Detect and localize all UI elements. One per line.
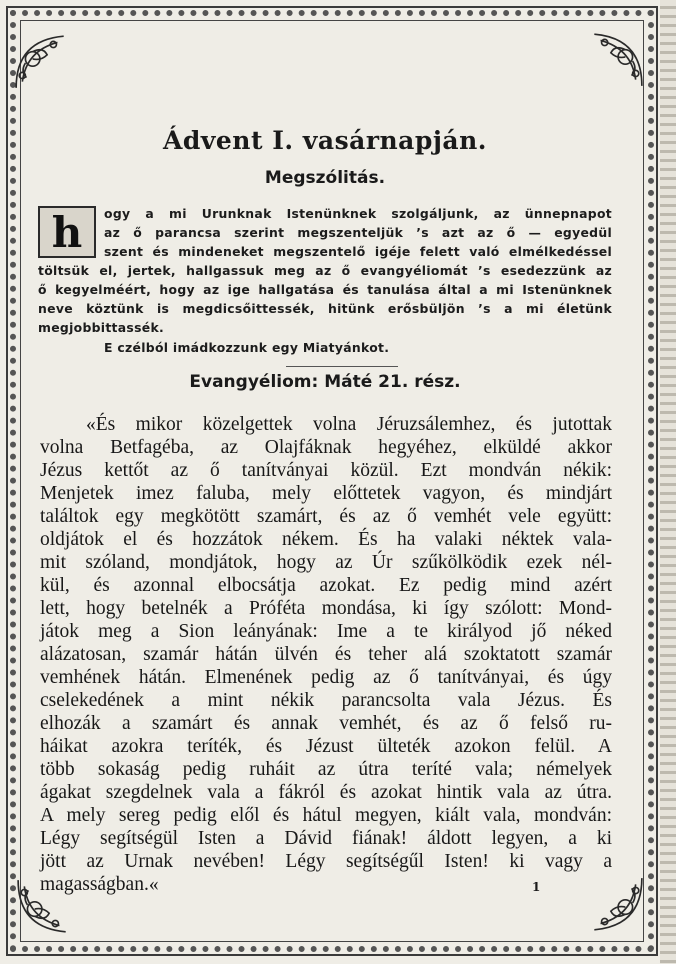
body-line: alázatosan, szamár hátán ülvén és teher alá szoktatott szamár [40, 644, 612, 665]
body-line: találtok egy megkötött szamárt, és az ő vemhét vele együtt: [40, 506, 612, 527]
body-line: Menjetek imez faluba, mely előttetek vagyon, és mindjárt [40, 483, 612, 504]
drop-cap-initial: h [38, 206, 96, 258]
body-line: volna Betfagéba, az Olajfáknak hegyéhez, elküldé akkor [40, 437, 612, 458]
body-line: cselekedének a mint nékik parancsolta vala Jézus. És [40, 690, 612, 711]
floral-corner-ornament-icon [12, 30, 74, 92]
intro-line: ő kegyelméért, hogy az ige hallgatása és tanulása által a mi Istenünknek [38, 282, 612, 297]
body-line: oldjátok el és hozzátok nékem. És ha valaki néktek vala- [40, 529, 612, 550]
section-divider [286, 366, 398, 367]
body-line: ágakat szegdelnek vala a fákról és azokat hintik vala az útra. [40, 782, 612, 803]
body-line: lett, hogy betelnék a Próféta mondása, ki így szólott: Mond- [40, 598, 612, 619]
body-line: mit szóland, mondjátok, hogy az Úr szűkölködik ezek nél- [40, 552, 612, 573]
body-line: magasságban.« [40, 874, 159, 895]
page-number: 1 [532, 880, 541, 894]
body-line: Jézus kettőt az ő tanítványai közül. Ezt mondván nékik: [40, 460, 612, 481]
body-line: játok meg a Sion leányának: Ime a te királyod jő néked [40, 621, 612, 642]
page-title: Ádvent I. vasárnapján. [163, 126, 487, 155]
body-line: vemhének hátán. Elmenének pedig az ő tanítványai, és úgy [40, 667, 612, 688]
page-subtitle: Megszólitás. [264, 168, 386, 188]
intro-line: E czélból imádkozzunk egy Miatyánkot. [104, 340, 390, 355]
intro-line: ogy a mi Urunknak Istenünknek szolgáljunk, az ünnepnapot [104, 206, 612, 221]
body-line: «És mikor közelgettek volna Jéruzsálemhez, és jutottak [86, 414, 612, 435]
body-line: A mely sereg pedig elől és hátul megyen, kiált vala, mondván: [40, 805, 612, 826]
floral-corner-ornament-icon [584, 28, 646, 90]
body-line: elhozák a szamárt és annak vemhét, és az ő felső ru- [40, 713, 612, 734]
body-line: Légy segítségül Isten a Dávid fiának! áldott legyen, a ki [40, 828, 612, 849]
body-line: háikat azokra teríték, és Jézust ülteték azokon felül. A [40, 736, 612, 757]
body-line: kül, és azonnal elbocsátja azokat. Ez pedig mind azért [40, 575, 612, 596]
page-edge [660, 0, 676, 964]
intro-line: szent és mindeneket megszentelő igéje felett való elmélkedéssel [104, 244, 612, 259]
section-title: Evangyéliom: Máté 21. rész. [189, 372, 461, 392]
intro-line: neve köztünk is megdicsőittessék, hitünk erősbüljön ’s a mi életünk [38, 301, 612, 316]
intro-line: töltsük el, jertek, hallgassuk meg az ő evangyéliomát ’s esedezzünk az [38, 263, 612, 278]
body-line: több sokaság pedig ruháit az útra teríté vala; némelyek [40, 759, 612, 780]
intro-line: megjobbittassék. [38, 320, 165, 335]
intro-line: az ő parancsa szerint megszenteljük ’s azt az ő — egyedül [104, 225, 612, 240]
body-line: jött az Urnak nevében! Légy segítségűl Isten! ki vagy a [40, 851, 612, 872]
